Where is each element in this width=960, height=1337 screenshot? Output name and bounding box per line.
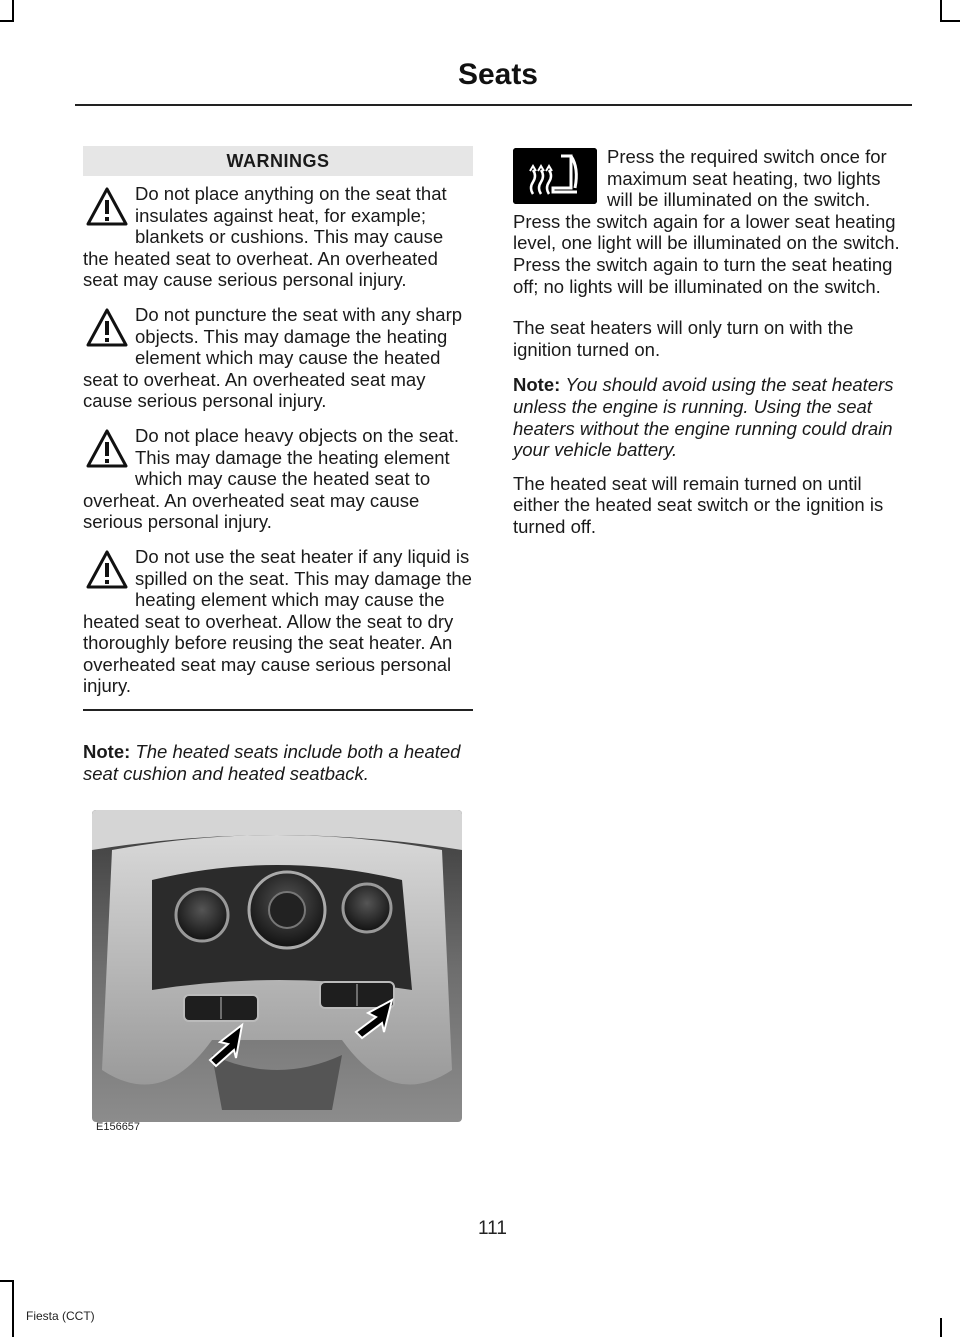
dashboard-photo bbox=[92, 810, 462, 1122]
figure-code: E156657 bbox=[96, 1121, 141, 1133]
footer-model: Fiesta (CCT) bbox=[26, 1309, 95, 1323]
warning-triangle-icon bbox=[85, 185, 129, 229]
paragraph: Press the required switch once for maximum seat heating, two lights will be illuminated on the switch. Press the switch again for a lower seat heating level, one light will be illuminated on the switch. Press the switch again to turn the seat heating off; no lights will be illuminated on the switch. bbox=[513, 146, 900, 297]
warning-item bbox=[83, 424, 473, 533]
warnings-heading: WARNINGS bbox=[83, 146, 473, 176]
note bbox=[513, 374, 906, 460]
page-title: Seats bbox=[457, 58, 538, 91]
crop-mark bbox=[0, 20, 14, 22]
crop-mark bbox=[940, 20, 960, 22]
warning-text: Do not puncture the seat with any sharp objects. This may damage the heating element which may cause the heated seat to overheat. An overheated seat may cause serious personal injury. bbox=[83, 303, 463, 412]
note-text: You should avoid using the seat heaters unless the engine is running. Using the seat heaters without the engine running could drain your vehicle battery. bbox=[513, 374, 894, 461]
warning-triangle-icon bbox=[85, 548, 129, 592]
warning-text: Do not place anything on the seat that insulates against heat, for example; blankets or cushions. This may cause the heated seat to overheat. An overheated seat may cause serious personal injury. bbox=[83, 183, 447, 291]
crop-mark bbox=[0, 1280, 14, 1282]
left-column bbox=[83, 146, 473, 784]
warning-item bbox=[83, 545, 473, 697]
header-divider bbox=[75, 104, 912, 106]
crop-mark bbox=[12, 1280, 14, 1337]
paragraph: The heated seat will remain turned on until either the heated seat switch or the ignition is turned off. bbox=[513, 472, 884, 537]
warning-text: Do not place heavy objects on the seat. This may damage the heating element which may cause the heated seat to overheat. An overheated seat may cause serious personal injury. bbox=[83, 424, 459, 533]
warnings-divider bbox=[83, 709, 473, 711]
note-text: The heated seats include both a heated seat cushion and heated seatback. bbox=[83, 741, 461, 784]
dashboard-illustration bbox=[92, 810, 462, 1122]
note-label: Note: bbox=[83, 741, 131, 763]
paragraph: The seat heaters will only turn on with the ignition turned on. bbox=[513, 317, 854, 360]
page-number: 111 bbox=[478, 1218, 507, 1239]
warning-triangle-icon bbox=[85, 306, 129, 350]
warning-triangle-icon bbox=[85, 427, 129, 471]
warning-text: Do not use the seat heater if any liquid is spilled on the seat. This may damage the heating element which may cause the heated seat to overheat. Allow the seat to dry thoroughly before reusing the seat heater. An overheated seat may cause serious personal injury. bbox=[83, 545, 472, 697]
heated-seat-icon bbox=[513, 148, 597, 204]
crop-mark bbox=[940, 1318, 942, 1337]
right-column bbox=[513, 146, 906, 556]
crop-mark bbox=[940, 0, 942, 22]
warning-item bbox=[83, 303, 473, 412]
note-label: Note: bbox=[513, 374, 561, 396]
warning-item bbox=[83, 182, 473, 291]
note bbox=[83, 741, 473, 784]
crop-mark bbox=[12, 0, 14, 22]
